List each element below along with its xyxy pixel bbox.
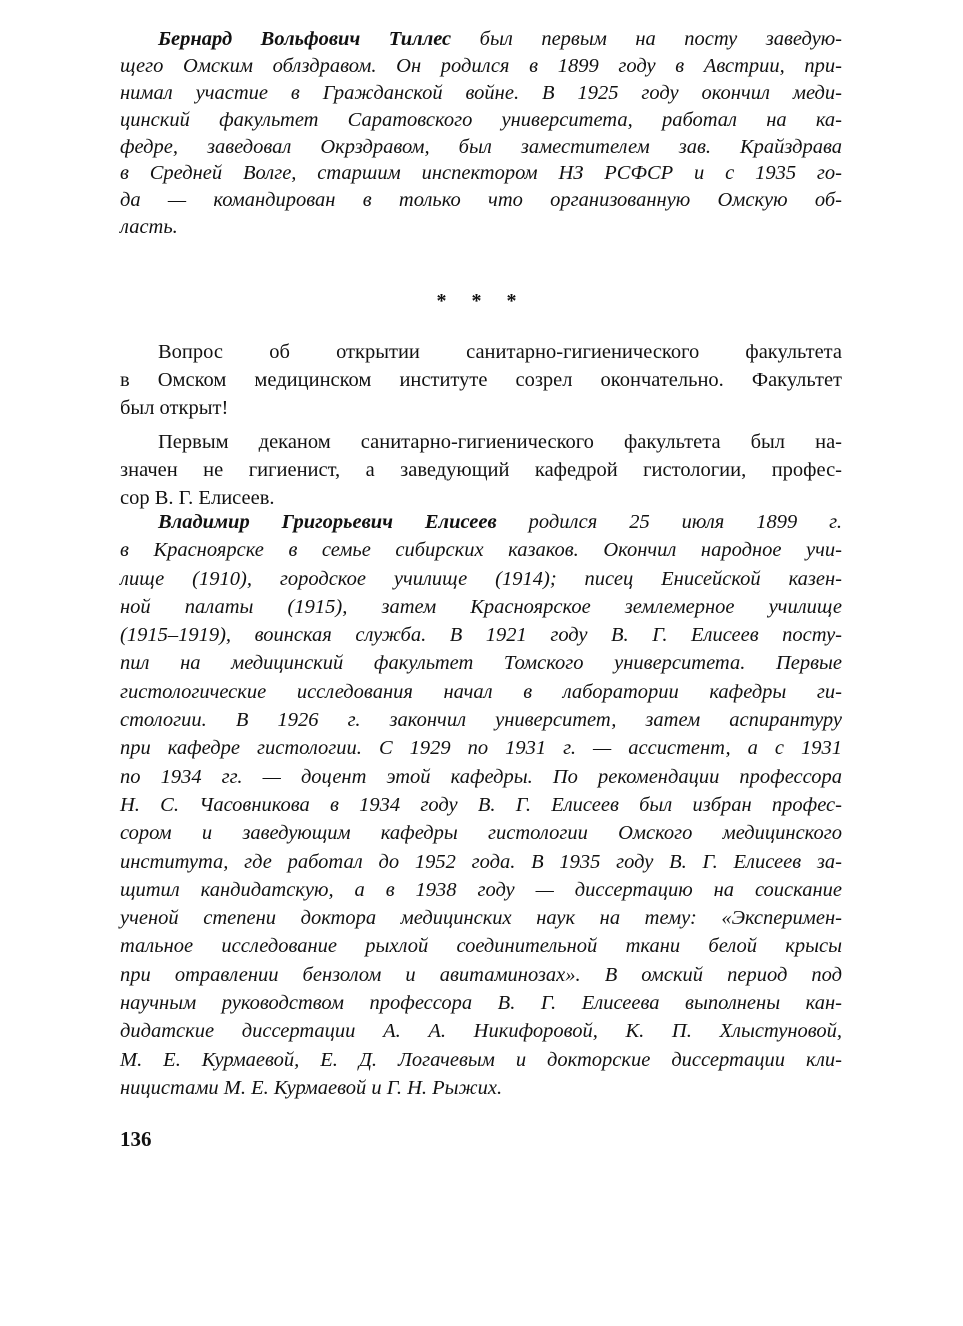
bio-tilles-line: в Средней Волге, старшим инспектором НЗ РСФСР и с 1935 го- [120, 162, 842, 185]
person-name: Владимир Григорьевич Елисеев [158, 511, 497, 533]
bio-eliseev [120, 508, 842, 1102]
bio-eliseev-line: дидатские диссертации А. А. Никифоровой, К. П. Хлыстуновой, [120, 1020, 842, 1043]
bio-eliseev-line: пил на медицинский факультет Томского университета. Первые [120, 652, 842, 675]
bio-eliseev-line: щитил кандидатскую, а в 1938 году — диссертацию на соискание [120, 878, 842, 901]
bio-eliseev-line: ученой степени доктора медицинских наук на тему: «Эксперимен- [120, 907, 842, 930]
bio-tilles-line [120, 26, 842, 53]
bio-eliseev-line: гистологические исследования начал в лаборатории кафедры ги- [120, 680, 842, 703]
bio-eliseev-line [120, 508, 842, 536]
bio-tilles-line: нимал участие в Гражданской войне. В 1925 году окончил меди- [120, 81, 842, 104]
bio-eliseev-line: стологии. В 1926 г. закончил университет, затем аспирантуру [120, 709, 842, 732]
bio-eliseev-line: ницистами М. Е. Курмаевой и Г. Н. Рыжих. [120, 1076, 503, 1099]
page-number: 136 [120, 1127, 152, 1151]
paragraph-line: в Омском медицинском институте созрел окончательно. Факультет [120, 369, 842, 391]
paragraph-line: Вопрос об открытии санитарно-гигиенического факультета [158, 341, 842, 363]
paragraph-line: значен не гигиенист, а заведующий кафедрой гистологии, профес- [120, 459, 842, 481]
bio-tilles-line: ласть. [120, 216, 178, 239]
section-separator: * * * [436, 290, 527, 312]
paragraph-line: сор В. Г. Елисеев. [120, 487, 275, 509]
bio-tilles-line: федре, заведовал Окрздравом, был заместителем зав. Крайздрава [120, 135, 842, 158]
bio-eliseev-line: при кафедре гистологии. С 1929 по 1931 г. — ассистент, а с 1931 [120, 737, 842, 760]
text-span: родился 25 июля 1899 г. [496, 511, 842, 533]
paragraph-faculty [120, 338, 842, 512]
text-span: был первым на посту заведую- [451, 28, 842, 50]
bio-eliseev-line: при отравлении бензолом и авитаминозах». В омский период под [120, 963, 842, 986]
bio-eliseev-line: по 1934 гг. — доцент этой кафедры. По рекомендации профессора [120, 765, 842, 788]
bio-eliseev-line: ной палаты (1915), затем Красноярское землемерное училище [120, 595, 842, 618]
person-name: Бернард Вольфович Тиллес [158, 28, 452, 50]
bio-eliseev-line: сором и заведующим кафедры гистологии Омского медицинского [120, 822, 842, 845]
bio-tilles [120, 26, 842, 241]
bio-eliseev-line: института, где работал до 1952 года. В 1935 году В. Г. Елисеев за- [120, 850, 842, 873]
bio-eliseev-line: лище (1910), городское училище (1914); писец Енисейской казен- [120, 567, 842, 590]
bio-eliseev-line: тальное исследование рыхлой соединительной ткани белой крысы [120, 935, 842, 958]
bio-tilles-line: цинский факультет Саратовского университета, работал на ка- [120, 108, 842, 131]
bio-eliseev-line: в Красноярске в семье сибирских казаков. Окончил народное учи- [120, 539, 842, 562]
bio-eliseev-line: М. Е. Курмаевой, Е. Д. Логачевым и докторские диссертации кли- [120, 1048, 842, 1071]
bio-eliseev-line: Н. С. Часовникова в 1934 году В. Г. Елисеев был избран профес- [120, 793, 842, 816]
paragraph-line: был открыт! [120, 397, 229, 419]
paragraph-line: Первым деканом санитарно-гигиенического факультета был на- [158, 431, 842, 453]
bio-tilles-line: да — командирован в только что организованную Омскую об- [120, 189, 842, 212]
bio-tilles-line: щего Омским облздравом. Он родился в 1899 году в Австрии, при- [120, 54, 842, 77]
bio-eliseev-line: (1915–1919), воинская служба. В 1921 году В. Г. Елисеев посту- [120, 624, 842, 647]
bio-eliseev-line: научным руководством профессора В. Г. Елисеева выполнены кан- [120, 992, 842, 1015]
